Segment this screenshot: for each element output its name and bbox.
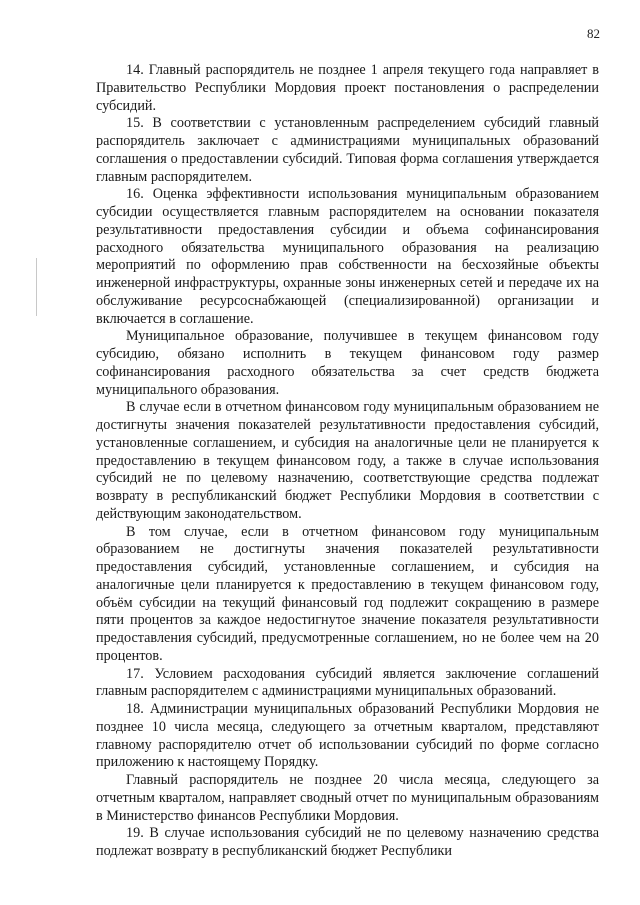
paragraph-17: 17. Условием расходования субсидий является заключение соглашений главным распорядителем с администрациями муниципальных образований. [96,665,599,700]
paragraph-16-reduction: В том случае, если в отчетном финансовом году муниципальным образованием не достигнуты значения показателей результативности предоставления субсидий, установленные соглашением, и субсидия на аналогичные цели планируется к предоставлению в текущем финансовом году, объём субсидии на текущий финансовый год подлежит сокращению в размере пяти процентов за каждое недостигнутое значение показателя результативности предоставления субсидий, предусмотренные соглашением, но не более чем на 20 процентов. [96,523,599,664]
document-body [96,62,599,861]
paragraph-18-report: Главный распорядитель не позднее 20 числа месяца, следующего за отчетным кварталом, направляет сводный отчет по муниципальным образованиям в Министерство финансов Республики Мордовия. [96,772,599,824]
paragraph-19: 19. В случае использования субсидий не по целевому назначению средства подлежат возврату в республиканский бюджет Республики [96,825,599,859]
paragraph-16-cofinancing: Муниципальное образование, получившее в текущем финансовом году субсидию, обязано исполнить в текущем финансовом году размер софинансирования расходного обязательства за счет средств бюджета муниципального образования. [96,328,599,398]
paragraph-15: 15. В соответствии с установленным распределением субсидий главный распорядитель заключает с администрациями муниципальных образований соглашения о предоставлении субсидий. Типовая форма соглашения утверждается главным распорядителем. [96,115,599,185]
paragraph-18: 18. Администрации муниципальных образований Республики Мордовия не позднее 10 числа месяца, следующего за отчетным кварталом, представляют главному распорядителю отчет об использовании субсидий по форме согласно приложению к настоящему Порядку. [96,701,599,771]
page-number: 82 [587,26,600,41]
paragraph-14: 14. Главный распорядитель не позднее 1 апреля текущего года направляет в Правительство Республики Мордовия проект постановления о распределении субсидий. [96,62,599,114]
scan-margin-mark [36,258,37,316]
paragraph-16: 16. Оценка эффективности использования муниципальным образованием субсидии осуществляется главным распорядителем на основании показателя результативности предоставления субсидии и объема софинансирования расходного обязательства муниципального образования на реализацию мероприятий по оформлению прав собственности на бесхозяйные объекты инженерной инфраструктуры, охранные зоны инженерных сетей и передаче их на обслуживание ресурсоснабжающей (специализированной) организации и включается в соглашение. [96,186,599,327]
paragraph-16-refund: В случае если в отчетном финансовом году муниципальным образованием не достигнуты значения показателей результативности предоставления субсидий, установленные соглашением, и субсидия на аналогичные цели не планируется к предоставлению в текущем финансовом году, а также в случае использования субсидий не по целевому назначению, соответствующие средства подлежат возврату в республиканский бюджет Республики Мордовия в соответствии с действующим законодательством. [96,399,599,522]
